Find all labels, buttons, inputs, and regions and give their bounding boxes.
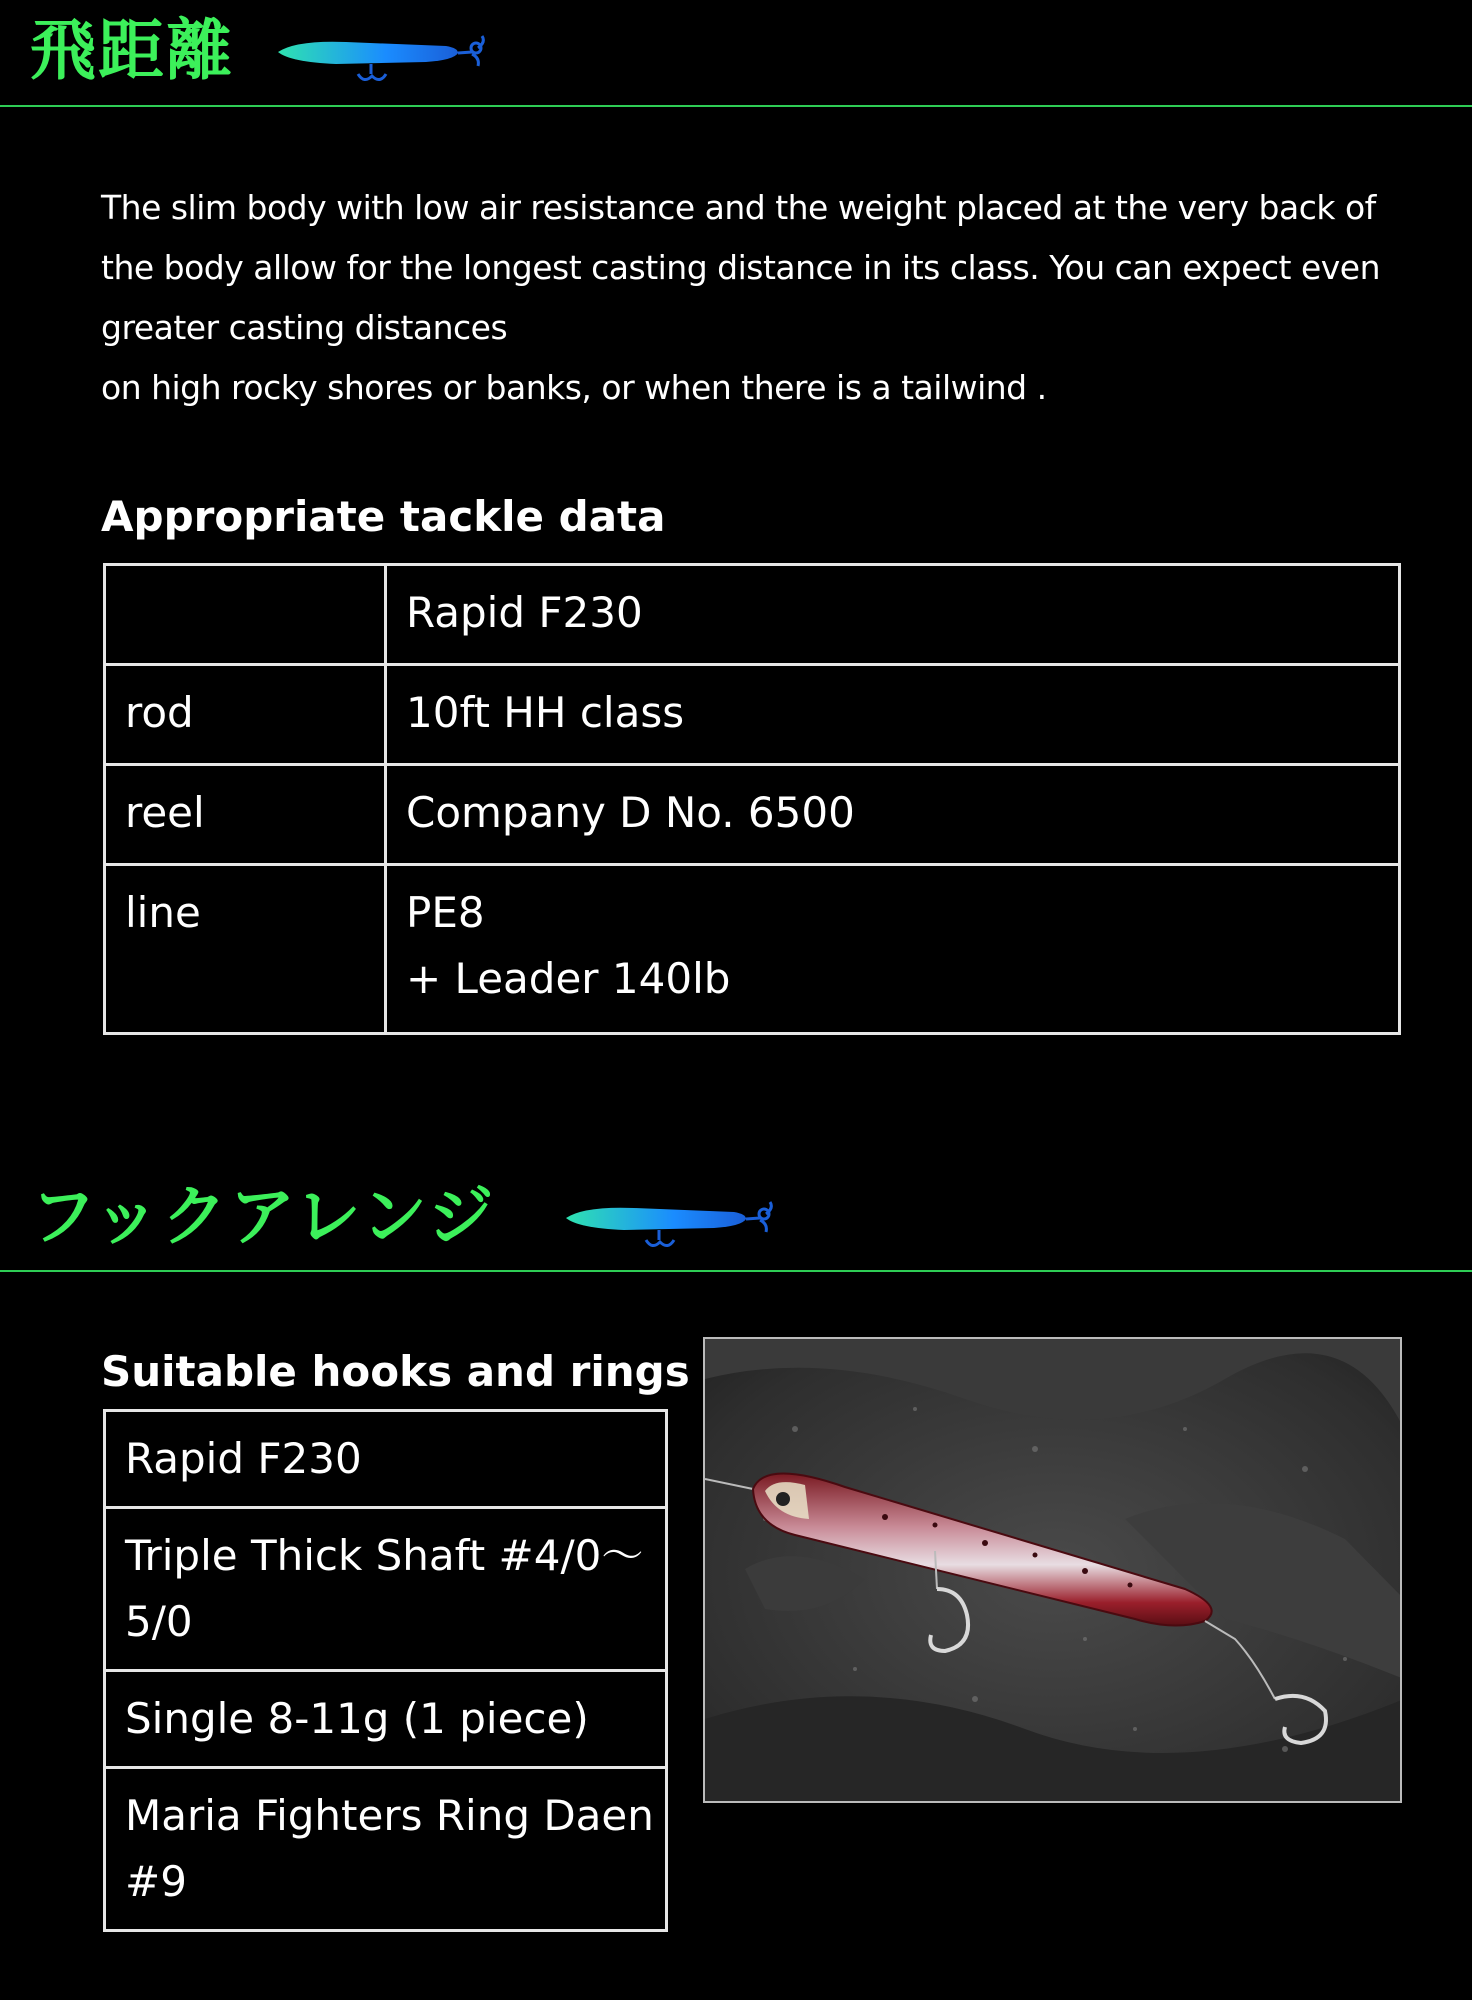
tackle-table [103,563,1401,1035]
table-cell: Single 8-11g (1 piece) [105,1671,667,1768]
lure-icon [276,34,488,86]
section-header-hook-arrange [0,1160,1472,1272]
table-label-cell: line [105,865,386,1034]
table-row [105,865,1400,1034]
table-row [105,1508,667,1671]
table-cell: Maria Fighters Ring Daen #9 [105,1768,667,1931]
table-row [105,665,1400,765]
table-row [105,565,1400,665]
section-title-hook-arrange: フックアレンジ [30,1178,496,1255]
lure-photo-image [705,1339,1402,1803]
table-row [105,1671,667,1768]
tackle-heading: Appropriate tackle data [101,492,666,541]
table-row [105,1768,667,1931]
table-value-cell: Company D No. 6500 [386,765,1400,865]
table-value-line: PE8 [406,888,485,937]
table-label-cell: reel [105,765,386,865]
table-value-cell: 10ft HH class [386,665,1400,765]
section-header-distance [0,0,1472,107]
lure-icon [564,1200,776,1252]
table-value-line: + Leader 140lb [406,954,731,1003]
intro-line: on high rocky shores or banks, or when there is a tailwind . [101,368,1047,407]
intro-line: The slim body with low air resistance and the weight placed at the very back of the body allow for the longest casting distance in its class. You can expect even greater casting distances [101,188,1381,347]
table-cell: Rapid F230 [105,1411,667,1508]
table-header-cell: Rapid F230 [386,565,1400,665]
hooks-heading: Suitable hooks and rings [101,1347,690,1396]
intro-paragraph [101,178,1401,418]
section-title-distance: 飛距離 [30,12,234,89]
table-row [105,765,1400,865]
lure-photo [703,1337,1402,1803]
table-cell: Triple Thick Shaft #4/0～5/0 [105,1508,667,1671]
table-value-cell [386,865,1400,1034]
table-cell-empty [105,565,386,665]
hooks-table [103,1409,668,1932]
table-label-cell: rod [105,665,386,765]
table-row [105,1411,667,1508]
